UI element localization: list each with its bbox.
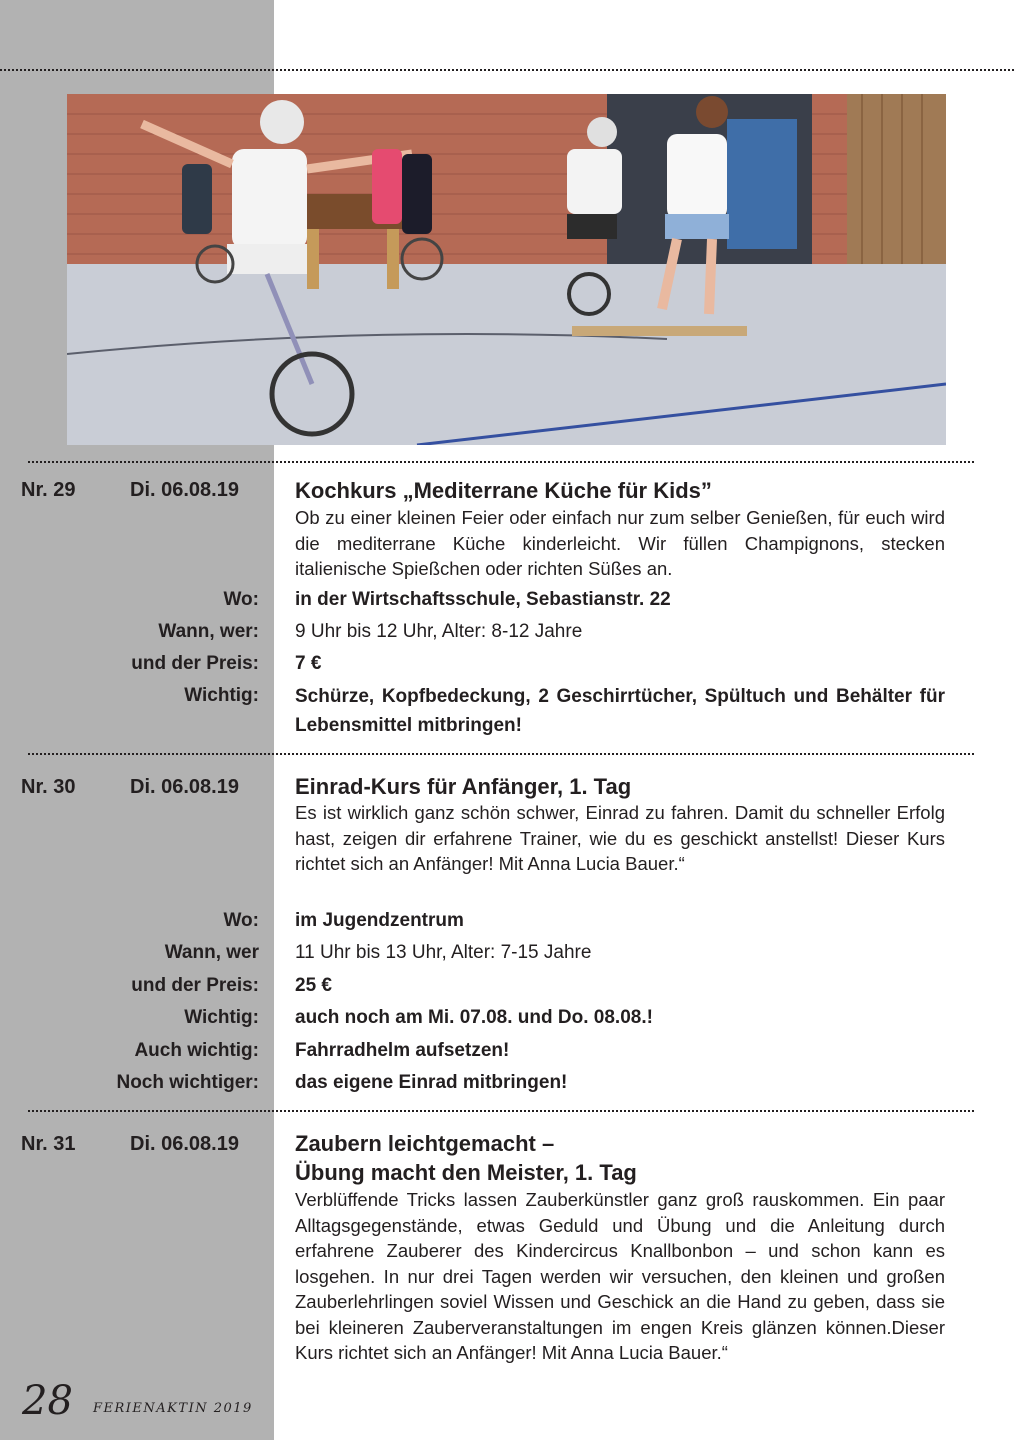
label-important: Wichtig:: [184, 1007, 259, 1028]
event-number: Nr. 29: [21, 479, 76, 501]
divider-30: [28, 753, 974, 755]
event-description: Ob zu einer kleinen Feier oder einfach nur zum selber Genießen, für euch wird die mediterrane Küche kinderleicht. Wir füllen Champignons, stecken italienische Spießchen oder richten Süßes an.: [295, 507, 945, 579]
event-description: Verblüffende Tricks lassen Zauberkünstler ganz groß rauskommen. Ein paar Alltagsgegenstände, etwas Geduld und Übung und die Anleitung durch erfahrene Zauberer des Kindercircus Knallbonbon – und schon kann es losgehen. In nur drei Tagen werden wir versuchen, den kleinen und großen Zauberlehrlingen soviel Wissen und Geschick an die Hand zu geben, dass sie bei kleineren Zauberveranstaltungen im engen Kreis glänzen können.Dieser Kurs richtet sich an Anfänger! Mit Anna Lucia Bauer.“: [295, 1189, 945, 1363]
label-price: und der Preis:: [131, 653, 259, 674]
divider-29: [28, 461, 974, 463]
label-more-important: Noch wichtiger:: [116, 1072, 259, 1093]
value-more-important: das eigene Einrad mitbringen!: [295, 1072, 568, 1093]
gym-unicycle-photo: [67, 94, 946, 445]
event-date: Di. 06.08.19: [130, 776, 239, 798]
event-description: Es ist wirklich ganz schön schwer, Einrad zu fahren. Damit du schneller Erfolg hast, zeigen dir erfahrene Trainer, wie du es geschickt anstellst! Dieser Kurs richtet sich an Anfänger! Mit Anna Lucia Bauer.“: [295, 802, 945, 874]
event-date: Di. 06.08.19: [130, 479, 239, 501]
event-date: Di. 06.08.19: [130, 1133, 239, 1155]
footer-label: FERIENAKTIN 2019: [93, 1401, 253, 1416]
value-price: 7 €: [295, 653, 322, 674]
event-number: Nr. 30: [21, 776, 76, 798]
value-price: 25 €: [295, 975, 332, 996]
event-title-line1: Zaubern leichtgemacht –: [295, 1131, 555, 1156]
event-title-line2: Übung macht den Meister, 1. Tag: [295, 1160, 637, 1185]
label-location: Wo:: [223, 589, 259, 610]
value-location: im Jugendzentrum: [295, 910, 464, 931]
label-important: Wichtig:: [184, 685, 259, 706]
value-time-age: 11 Uhr bis 13 Uhr, Alter: 7-15 Jahre: [295, 942, 592, 963]
divider-31: [28, 1110, 974, 1112]
label-time-age: Wann, wer: [164, 942, 259, 963]
event-number: Nr. 31: [21, 1133, 76, 1155]
divider-top: [0, 69, 1014, 71]
event-title: Einrad-Kurs für Anfänger, 1. Tag: [295, 774, 632, 799]
value-important: Schürze, Kopfbedeckung, 2 Geschirrtücher, Spültuch und Behälter für Lebensmittel mitbringen!: [295, 686, 945, 736]
label-time-age: Wann, wer:: [158, 621, 259, 642]
value-also-important: Fahrradhelm aufsetzen!: [295, 1040, 510, 1061]
label-price: und der Preis:: [131, 975, 259, 996]
value-important: auch noch am Mi. 07.08. und Do. 08.08.!: [295, 1007, 653, 1028]
page-number: 28: [22, 1378, 73, 1424]
value-time-age: 9 Uhr bis 12 Uhr, Alter: 8-12 Jahre: [295, 621, 583, 642]
event-title: Kochkurs „Mediterrane Küche für Kids”: [295, 478, 712, 503]
value-location: in der Wirtschaftsschule, Sebastianstr. 22: [295, 589, 671, 610]
label-also-important: Auch wichtig:: [134, 1040, 259, 1061]
label-location: Wo:: [223, 910, 259, 931]
